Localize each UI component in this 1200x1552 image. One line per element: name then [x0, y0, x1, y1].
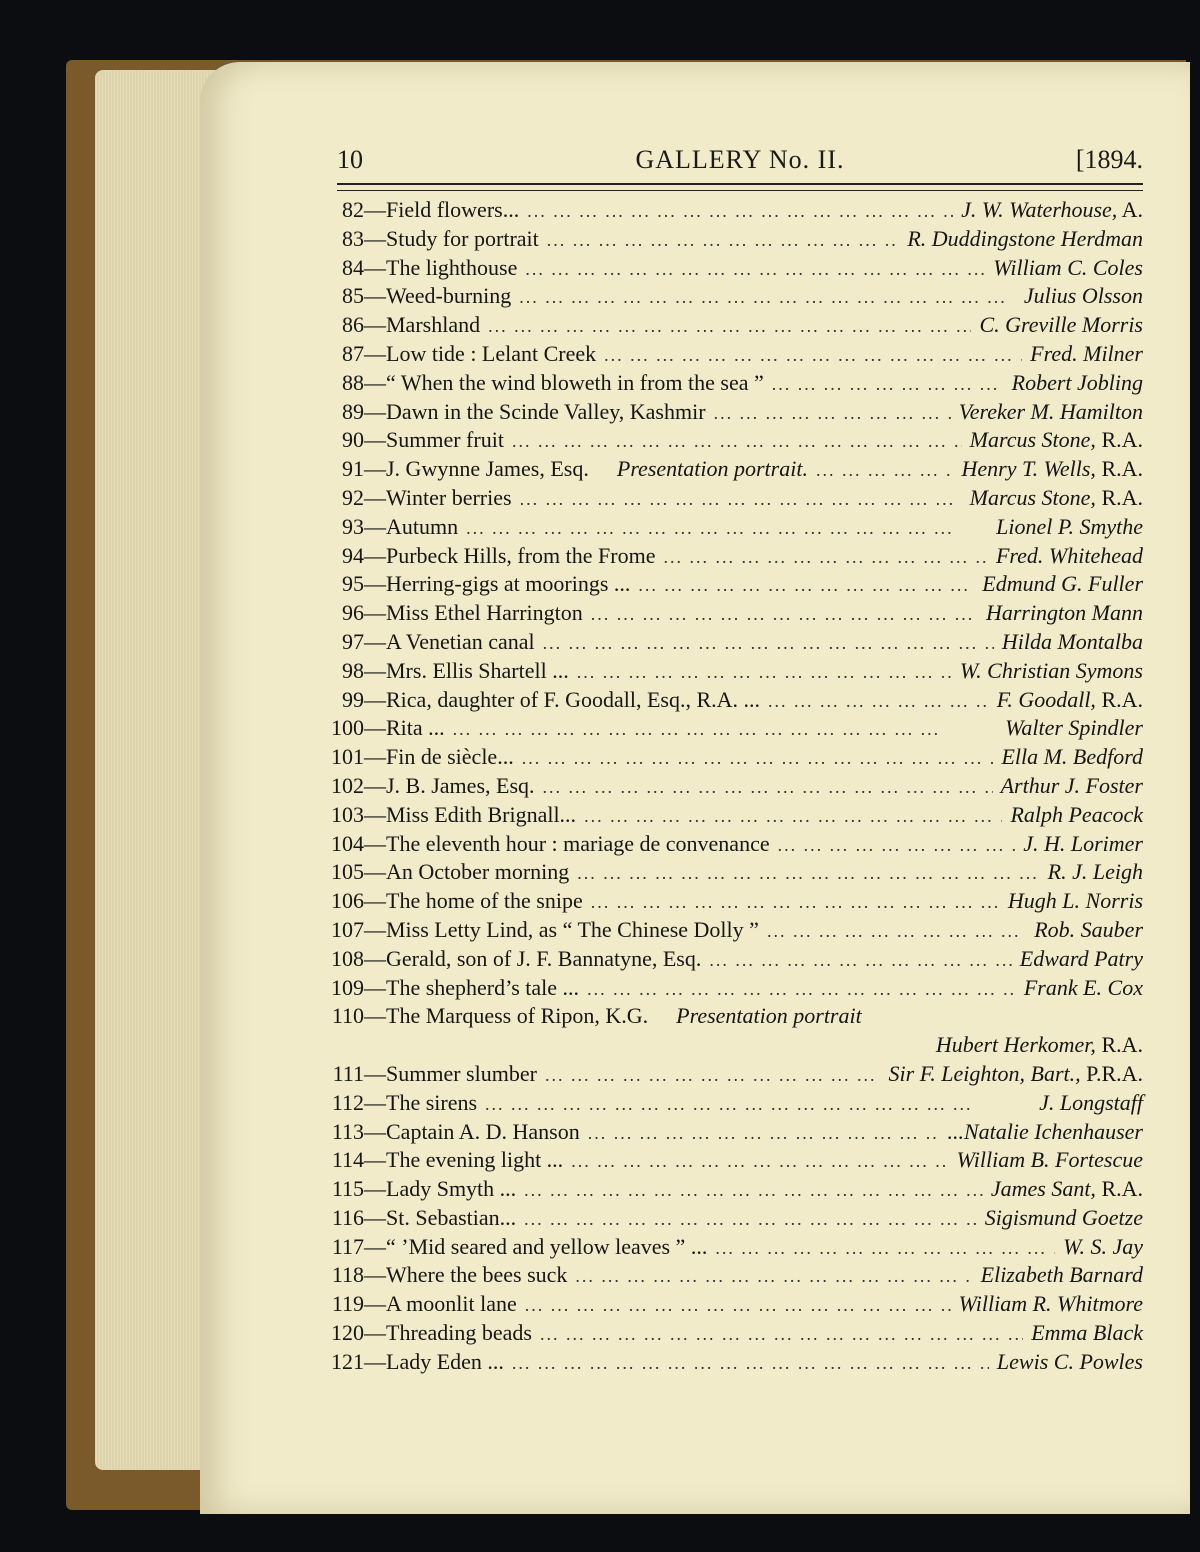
catalogue-entry	[330, 1118, 1143, 1147]
catalogue-entry	[330, 916, 1143, 945]
dot-leader	[768, 687, 989, 716]
entry-dash: —	[364, 1233, 386, 1259]
dot-leader	[575, 1262, 972, 1291]
catalogue-entry	[330, 974, 1143, 1003]
entry-artist	[1001, 743, 1143, 772]
entry-dash: —	[364, 744, 386, 770]
entry-title: “ ’Mid seared and yellow leaves ” ...	[386, 1233, 708, 1259]
catalogue-entry	[330, 542, 1143, 571]
dot-leader	[591, 888, 1000, 917]
entry-number: 89	[342, 398, 364, 424]
artist-name: W. Christian Symons	[959, 657, 1143, 683]
artist-name: Lewis C. Powles	[996, 1348, 1143, 1374]
entry-number: 112	[331, 1089, 364, 1115]
entry-dash: —	[364, 398, 386, 424]
entry-dash: —	[364, 254, 386, 280]
entry-artist	[982, 570, 1143, 599]
entry-artist	[991, 1175, 1143, 1204]
artist-name: Sigismund Goetze	[984, 1204, 1143, 1230]
artist-name: Edmund G. Fuller	[982, 571, 1143, 597]
catalogue-entry	[330, 1204, 1143, 1233]
dot-leader	[522, 744, 994, 773]
entry-title: A moonlit lane	[386, 1291, 517, 1317]
entry-number: 94	[342, 542, 364, 568]
entry-number: 97	[342, 628, 364, 654]
entry-title: Study for portrait	[386, 225, 539, 251]
dot-leader	[604, 341, 1022, 370]
entry-artist	[936, 1031, 1143, 1060]
entry-number: 121	[331, 1348, 364, 1374]
artist-name: Julius Olsson	[1023, 283, 1143, 309]
entry-artist	[1048, 858, 1143, 887]
entry-artist	[1024, 974, 1143, 1003]
artist-name: Ella M. Bedford	[1001, 744, 1143, 770]
entry-dash: —	[364, 571, 386, 597]
entry-title: Autumn	[386, 513, 459, 539]
dot-leader	[816, 456, 954, 485]
artist-name: ...Natalie Ichenhauser	[947, 1118, 1143, 1144]
entry-artist	[997, 1348, 1143, 1377]
entry-artist	[959, 1290, 1143, 1319]
artist-name: J. H. Lorimer	[1023, 830, 1143, 856]
artist-honours: A.	[1117, 197, 1143, 222]
dot-leader	[767, 917, 1026, 946]
artist-name: Henry T. Wells,	[961, 456, 1096, 482]
catalogue-entry	[330, 657, 1143, 686]
entry-dash: —	[364, 1176, 386, 1202]
entry-number: 101	[331, 744, 364, 770]
entry-dash: —	[364, 197, 386, 222]
dot-leader	[547, 226, 900, 255]
dot-leader	[527, 197, 953, 226]
dot-leader	[577, 658, 952, 687]
artist-name: Marcus Stone,	[969, 427, 1096, 453]
artist-name: Harrington Mann	[985, 600, 1143, 626]
catalogue-entry	[330, 1290, 1143, 1319]
entry-number: 91	[342, 456, 364, 482]
entry-dash: —	[364, 772, 386, 798]
entry-dash: —	[364, 1118, 386, 1144]
entry-title: Summer fruit	[386, 427, 504, 453]
artist-honours: R.A.	[1095, 1032, 1143, 1058]
artist-name: R. Duddingstone Herdman	[907, 225, 1143, 251]
entry-title: Weed-burning	[386, 283, 512, 309]
catalogue-entry	[330, 945, 1143, 974]
entry-number: 108	[331, 945, 364, 971]
artist-name: Walter Spindler	[1005, 715, 1143, 741]
entry-dash: —	[364, 427, 386, 453]
dot-leader	[587, 975, 1016, 1004]
artist-name: C. Greville Morris	[979, 312, 1143, 338]
catalogue-entry	[330, 513, 1143, 542]
entry-number: 109	[331, 974, 364, 1000]
entry-dash: —	[364, 945, 386, 971]
entry-title: The evening light ...	[386, 1147, 564, 1173]
entry-number: 114	[331, 1147, 364, 1173]
entry-dash: —	[364, 283, 386, 309]
entry-number: 98	[342, 657, 364, 683]
entry-artist	[1012, 369, 1143, 398]
entry-title: The home of the snipe	[386, 888, 583, 914]
entry-dash: —	[364, 542, 386, 568]
dot-leader	[591, 600, 978, 629]
entry-artist	[1002, 628, 1143, 657]
entry-dash: —	[364, 369, 386, 395]
entry-artist	[1020, 945, 1143, 974]
entry-dash: —	[364, 600, 386, 626]
dot-leader	[524, 1176, 983, 1205]
year: [1894.	[1075, 145, 1143, 174]
dot-leader	[778, 831, 1016, 860]
entry-number: 113	[331, 1118, 364, 1144]
artist-honours: P.R.A.	[1080, 1060, 1143, 1086]
entry-title: Winter berries	[386, 484, 512, 510]
entry-number: 100	[331, 715, 364, 741]
entry-title: Summer slumber	[386, 1060, 537, 1086]
entry-number: 95	[342, 571, 364, 597]
catalogue-entry	[330, 282, 1143, 311]
entry-title: Captain A. D. Hanson	[386, 1118, 580, 1144]
entry-number: 120	[331, 1320, 364, 1346]
entry-dash: —	[364, 225, 386, 251]
artist-name: W. S. Jay	[1063, 1233, 1143, 1259]
catalogue-entry	[330, 714, 1143, 743]
catalogue-entry	[330, 887, 1143, 916]
entry-number: 118	[331, 1262, 364, 1288]
entry-dash: —	[364, 1060, 386, 1086]
catalogue-entry	[330, 225, 1143, 254]
artist-name: Fred. Whitehead	[995, 542, 1143, 568]
entry-artist	[986, 599, 1143, 628]
entry-number: 85	[342, 283, 364, 309]
dot-leader	[545, 1061, 881, 1090]
entry-number: 102	[331, 772, 364, 798]
entry-dash: —	[364, 801, 386, 827]
entry-title: The sirens	[386, 1089, 478, 1115]
catalogue-entry	[330, 743, 1143, 772]
entry-number: 88	[342, 369, 364, 395]
entry-dash: —	[364, 312, 386, 338]
entry-artist	[957, 1146, 1143, 1175]
entry-number: 82	[342, 197, 364, 222]
entry-title: The Marquess of Ripon, K.G.	[386, 1003, 649, 1029]
dot-leader	[543, 629, 994, 658]
entry-dash: —	[364, 1147, 386, 1173]
artist-name: Edward Patry	[1019, 945, 1143, 971]
entry-dash: —	[364, 859, 386, 885]
entry-number: 107	[331, 916, 364, 942]
dot-leader	[525, 255, 985, 284]
entry-number: 92	[342, 484, 364, 510]
entry-dash: —	[364, 974, 386, 1000]
entry-number: 87	[342, 340, 364, 366]
entry-title: Purbeck Hills, from the Frome	[386, 542, 656, 568]
entry-title: The shepherd’s tale ...	[386, 974, 580, 1000]
artist-name: James Sant,	[990, 1176, 1096, 1202]
dot-leader	[466, 514, 988, 543]
entry-number: 111	[332, 1060, 364, 1086]
catalogue-entry	[330, 628, 1143, 657]
catalogue-entry	[330, 570, 1143, 599]
catalogue-entry	[330, 772, 1143, 801]
dot-leader	[488, 312, 971, 341]
catalogue-entry	[330, 398, 1143, 427]
entry-artist	[947, 1118, 1143, 1147]
entry-number: 96	[342, 600, 364, 626]
entry-title: Gerald, son of J. F. Bannatyne, Esq.	[386, 945, 702, 971]
artist-name: Fred. Milner	[1030, 340, 1143, 366]
entry-dash: —	[364, 1320, 386, 1346]
entry-artist	[1031, 1319, 1143, 1348]
dot-leader	[453, 715, 997, 744]
artist-name: R. J. Leigh	[1047, 859, 1143, 885]
artist-name: Hilda Montalba	[1001, 628, 1143, 654]
entry-title: Field flowers...	[386, 197, 520, 222]
entry-title: Where the bees suck	[386, 1262, 568, 1288]
entry-dash: —	[364, 686, 386, 712]
entry-title: The lighthouse	[386, 254, 518, 280]
catalogue-entry	[330, 1261, 1143, 1290]
artist-name: Robert Jobling	[1011, 369, 1143, 395]
artist-honours: R.A.	[1095, 427, 1143, 453]
entry-dash: —	[364, 916, 386, 942]
artist-name: J. W. Waterhouse,	[961, 197, 1118, 222]
entry-artist	[1024, 282, 1143, 311]
header-rule	[337, 183, 1143, 191]
entry-artist	[889, 1060, 1143, 1089]
entry-number: 90	[342, 427, 364, 453]
entry-number: 105	[331, 859, 364, 885]
artist-name: Elizabeth Barnard	[980, 1262, 1143, 1288]
catalogue-entry	[330, 1002, 1143, 1031]
dot-leader	[485, 1090, 1031, 1119]
catalogue-entry	[330, 340, 1143, 369]
catalogue-entry	[330, 196, 1143, 225]
entry-artist	[1005, 714, 1143, 743]
dot-leader	[663, 543, 988, 572]
entry-title: Miss Letty Lind, as “ The Chinese Dolly ”	[386, 916, 759, 942]
entry-artist	[1001, 772, 1143, 801]
entry-title: Miss Edith Brignall...	[386, 801, 577, 827]
entry-title: Fin de siècle...	[386, 744, 514, 770]
catalogue-entry	[330, 1060, 1143, 1089]
artist-name: Lionel P. Smythe	[996, 513, 1143, 539]
entry-title: J. Gwynne James, Esq.	[386, 456, 589, 482]
entry-title: St. Sebastian...	[386, 1204, 517, 1230]
catalogue-entry	[330, 455, 1143, 484]
entry-dash: —	[364, 830, 386, 856]
entry-note: Presentation portrait	[676, 1003, 862, 1029]
entry-number: 116	[331, 1204, 364, 1230]
artist-name: Marcus Stone,	[969, 484, 1096, 510]
entry-title: Mrs. Ellis Shartell ...	[386, 657, 569, 683]
entry-dash: —	[364, 657, 386, 683]
entry-title: An October morning	[386, 859, 570, 885]
dot-leader	[519, 283, 1016, 312]
entry-number: 110	[331, 1003, 364, 1029]
entry-number: 103	[331, 801, 364, 827]
entry-title: Miss Ethel Harrington	[386, 600, 583, 626]
dot-leader	[543, 773, 993, 802]
dot-leader	[525, 1291, 951, 1320]
entry-number: 119	[331, 1291, 364, 1317]
catalogue-entry	[330, 1175, 1143, 1204]
entry-dash: —	[364, 456, 386, 482]
entry-dash: —	[364, 1291, 386, 1317]
catalogue-entry	[330, 1233, 1143, 1262]
entry-title: Dawn in the Scinde Valley, Kashmir	[386, 398, 706, 424]
dot-leader	[577, 859, 1039, 888]
entry-artist	[961, 196, 1143, 225]
entry-number: 117	[331, 1233, 364, 1259]
entry-dash: —	[364, 715, 386, 741]
entry-title: Lady Eden ...	[386, 1348, 504, 1374]
catalogue-entry	[330, 1031, 1143, 1060]
artist-name: William C. Coles	[993, 254, 1143, 280]
dot-leader	[584, 802, 1002, 831]
entry-artist	[1023, 830, 1143, 859]
dot-leader	[512, 1349, 989, 1378]
entry-artist	[970, 484, 1143, 513]
entry-title: Herring-gigs at moorings ...	[386, 571, 631, 597]
entry-number: 115	[331, 1176, 364, 1202]
dot-leader	[540, 1320, 1023, 1349]
entry-title: A Venetian canal	[386, 628, 535, 654]
entry-number: 104	[331, 830, 364, 856]
dot-leader	[571, 1147, 948, 1176]
artist-name: Arthur J. Foster	[1000, 772, 1143, 798]
page-title: GALLERY No. II.	[635, 145, 845, 174]
entry-artist	[996, 513, 1143, 542]
entry-artist	[959, 398, 1143, 427]
catalogue-entry	[330, 254, 1143, 283]
entry-dash: —	[364, 628, 386, 654]
artist-name: William B. Fortescue	[956, 1147, 1143, 1173]
entry-note: Presentation portrait.	[616, 456, 808, 482]
entry-dash: —	[364, 513, 386, 539]
entry-number: 84	[342, 254, 364, 280]
artist-name: Emma Black	[1031, 1320, 1143, 1346]
entry-artist	[1039, 1089, 1143, 1118]
artist-name: Hubert Herkomer,	[935, 1032, 1096, 1058]
entry-artist	[970, 426, 1143, 455]
dot-leader	[772, 370, 1004, 399]
artist-name: J. Longstaff	[1039, 1089, 1143, 1115]
entry-title: Rita ...	[386, 715, 445, 741]
entry-artist	[961, 455, 1143, 484]
entry-artist	[1063, 1233, 1143, 1262]
artist-honours: R.A.	[1095, 456, 1143, 482]
entry-artist	[985, 1204, 1143, 1233]
entry-dash: —	[364, 1204, 386, 1230]
entry-dash: —	[364, 888, 386, 914]
artist-honours: R.A.	[1095, 686, 1143, 712]
catalogue-entry	[330, 1089, 1143, 1118]
entry-number: 83	[342, 225, 364, 251]
catalogue-entry	[330, 426, 1143, 455]
entry-artist	[979, 311, 1143, 340]
dot-leader	[714, 399, 951, 428]
entry-number: 106	[331, 888, 364, 914]
dot-leader	[638, 571, 974, 600]
entry-artist	[996, 542, 1143, 571]
dot-leader	[715, 1234, 1055, 1263]
catalogue-entry	[330, 1146, 1143, 1175]
entry-artist	[1010, 801, 1143, 830]
entry-number: 93	[342, 513, 364, 539]
entry-artist	[1030, 340, 1143, 369]
artist-name: F. Goodall,	[996, 686, 1096, 712]
entry-artist	[981, 1261, 1143, 1290]
entry-artist	[997, 686, 1143, 715]
dot-leader	[512, 427, 962, 456]
entry-title: Low tide : Lelant Creek	[386, 340, 597, 366]
entry-title: Lady Smyth ...	[386, 1176, 517, 1202]
catalogue-entry	[330, 599, 1143, 628]
catalogue-entry	[330, 311, 1143, 340]
entry-title: “ When the wind bloweth in from the sea ”	[386, 369, 764, 395]
entry-artist	[993, 254, 1143, 283]
entry-dash: —	[364, 1089, 386, 1115]
dot-leader	[520, 485, 962, 514]
artist-name: Ralph Peacock	[1010, 801, 1143, 827]
artist-name: Sir F. Leighton, Bart.,	[888, 1060, 1081, 1086]
entry-title: Threading beads	[386, 1320, 532, 1346]
catalogue-entry	[330, 1319, 1143, 1348]
catalogue-entry	[330, 830, 1143, 859]
entry-number: 86	[342, 312, 364, 338]
catalogue-entry	[330, 369, 1143, 398]
catalogue-entry	[330, 484, 1143, 513]
catalogue-list	[330, 196, 1143, 1377]
entry-dash: —	[364, 1348, 386, 1374]
artist-honours: R.A.	[1095, 1176, 1143, 1202]
entry-artist	[907, 225, 1143, 254]
entry-title: Marshland	[386, 312, 481, 338]
artist-honours: R.A.	[1095, 484, 1143, 510]
catalogue-entry	[330, 1348, 1143, 1377]
artist-name: Rob. Sauber	[1034, 916, 1143, 942]
dot-leader	[588, 1119, 940, 1148]
entry-artist	[1034, 916, 1143, 945]
entry-artist	[960, 657, 1143, 686]
entry-number: 99	[342, 686, 364, 712]
catalogue-entry	[330, 801, 1143, 830]
entry-dash: —	[364, 1003, 386, 1029]
entry-title: J. B. James, Esq.	[386, 772, 535, 798]
entry-artist	[1008, 887, 1143, 916]
artist-name: Vereker M. Hamilton	[958, 398, 1143, 424]
artist-name: William R. Whitmore	[958, 1291, 1143, 1317]
entry-title: The eleventh hour : mariage de convenance	[386, 830, 770, 856]
entry-title: Rica, daughter of F. Goodall, Esq., R.A. ...	[386, 686, 761, 712]
page-header	[337, 145, 1143, 185]
artist-name: Frank E. Cox	[1023, 974, 1143, 1000]
catalogue-entry	[330, 858, 1143, 887]
dot-leader	[709, 946, 1011, 975]
entry-dash: —	[364, 340, 386, 366]
dot-leader	[524, 1205, 977, 1234]
catalogue-entry	[330, 686, 1143, 715]
page-number: 10	[337, 145, 363, 174]
entry-dash: —	[364, 484, 386, 510]
entry-dash: —	[364, 1262, 386, 1288]
artist-name: Hugh L. Norris	[1007, 888, 1143, 914]
